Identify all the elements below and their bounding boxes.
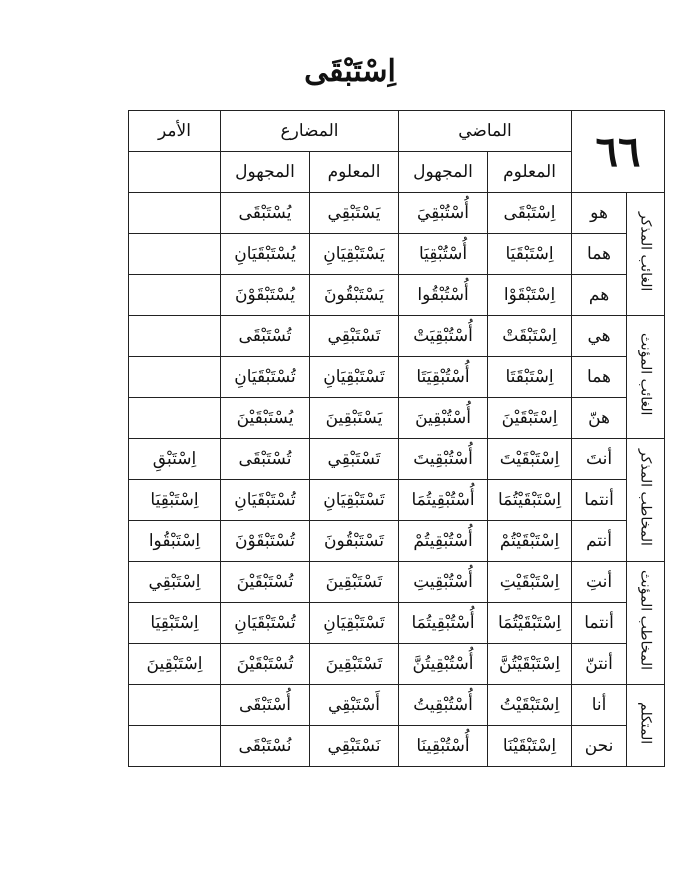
cell-amr: اِسْتَبْقِيَا	[129, 480, 221, 521]
cell-madi-majhul: أُسْتُبْقِيَتَا	[399, 357, 488, 398]
cell-pronoun: هما	[572, 357, 627, 398]
cell-mudari-majhul: تُسْتَبْقَى	[221, 316, 310, 357]
cell-madi-majhul: أُسْتُبْقُوا	[399, 275, 488, 316]
cell-mudari-majhul: تُسْتَبْقَيْنَ	[221, 644, 310, 685]
cell-amr	[129, 193, 221, 234]
table-row	[36, 398, 665, 439]
cell-mudari-malum: تَسْتَبْقِي	[310, 316, 399, 357]
cell-madi-malum: اِسْتَبْقَيْتُنَّ	[488, 644, 572, 685]
cell-madi-majhul: أُسْتُبْقِيتُمْ	[399, 521, 488, 562]
header-madi-malum: المعلوم	[488, 152, 572, 193]
cell-pronoun: أنتَ	[572, 439, 627, 480]
cell-mudari-malum: تَسْتَبْقِيَانِ	[310, 480, 399, 521]
cell-madi-majhul: أُسْتُبْقِيتِ	[399, 562, 488, 603]
cell-madi-malum: اِسْتَبْقَيْتُ	[488, 685, 572, 726]
cell-mudari-malum: تَسْتَبْقِيَانِ	[310, 357, 399, 398]
cell-pronoun: هو	[572, 193, 627, 234]
cell-madi-malum: اِسْتَبْقَيْتُمَا	[488, 603, 572, 644]
header-madi-majhul: المجهول	[399, 152, 488, 193]
page-title: اِسْتَبْقَى	[304, 54, 396, 89]
cell-pronoun: أنتما	[572, 480, 627, 521]
cell-mudari-majhul: يُسْتَبْقَيْنَ	[221, 398, 310, 439]
cell-mudari-malum: يَسْتَبْقِيَانِ	[310, 234, 399, 275]
cell-pronoun: نحن	[572, 726, 627, 767]
cell-madi-majhul: أُسْتُبْقِيتَ	[399, 439, 488, 480]
table-row	[36, 275, 665, 316]
cell-mudari-malum: تَسْتَبْقِينَ	[310, 562, 399, 603]
group-label-text: المخاطب المؤنث	[637, 570, 654, 671]
cell-mudari-malum: تَسْتَبْقِيَانِ	[310, 603, 399, 644]
cell-pronoun: أنتِ	[572, 562, 627, 603]
cell-mudari-malum: تَسْتَبْقُونَ	[310, 521, 399, 562]
cell-mudari-majhul: نُسْتَبْقَى	[221, 726, 310, 767]
header-mudari: المضارع	[221, 111, 399, 152]
cell-madi-majhul: أُسْتُبْقِينَا	[399, 726, 488, 767]
cell-amr: اِسْتَبْقُوا	[129, 521, 221, 562]
cell-madi-malum: اِسْتَبْقَيْتِ	[488, 562, 572, 603]
table-row	[36, 480, 665, 521]
group-label-text: المخاطب المذكر	[637, 449, 654, 546]
cell-madi-malum: اِسْتَبْقَيْتَ	[488, 439, 572, 480]
cell-madi-malum: اِسْتَبْقَوْا	[488, 275, 572, 316]
group-label-text: المتكلم	[637, 701, 654, 745]
cell-madi-malum: اِسْتَبْقَيْتُمْ	[488, 521, 572, 562]
cell-madi-majhul: أُسْتُبْقِيتُمَا	[399, 603, 488, 644]
cell-mudari-malum: تَسْتَبْقِي	[310, 439, 399, 480]
header-mudari-majhul: المجهول	[221, 152, 310, 193]
cell-madi-majhul: أُسْتُبْقِيتُمَا	[399, 480, 488, 521]
cell-madi-malum: اِسْتَبْقَيَا	[488, 234, 572, 275]
cell-amr	[129, 357, 221, 398]
group-label-text: الغائب المؤنث	[637, 333, 654, 416]
cell-mudari-majhul: يُسْتَبْقَى	[221, 193, 310, 234]
cell-amr	[129, 316, 221, 357]
conjugation-table	[35, 110, 665, 767]
cell-madi-majhul: أُسْتُبْقِيتُ	[399, 685, 488, 726]
cell-mudari-majhul: تُسْتَبْقَيَانِ	[221, 480, 310, 521]
cell-amr	[129, 726, 221, 767]
table-row	[36, 193, 665, 234]
table-row	[36, 439, 665, 480]
table-row	[36, 234, 665, 275]
header-amr-empty	[129, 152, 221, 193]
cell-pronoun: أنا	[572, 685, 627, 726]
cell-madi-malum: اِسْتَبْقَيْنَا	[488, 726, 572, 767]
cell-amr: اِسْتَبْقِيَا	[129, 603, 221, 644]
cell-pronoun: أنتنّ	[572, 644, 627, 685]
cell-pronoun: أنتما	[572, 603, 627, 644]
table-row	[36, 521, 665, 562]
cell-madi-majhul: أُسْتُبْقِيتُنَّ	[399, 644, 488, 685]
table-row	[36, 316, 665, 357]
table-row	[36, 685, 665, 726]
cell-mudari-majhul: تُسْتَبْقَيْنَ	[221, 562, 310, 603]
cell-mudari-malum: تَسْتَبْقِينَ	[310, 644, 399, 685]
table-row	[36, 644, 665, 685]
cell-mudari-malum: يَسْتَبْقِينَ	[310, 398, 399, 439]
cell-pronoun: هما	[572, 234, 627, 275]
cell-amr: اِسْتَبْقِينَ	[129, 644, 221, 685]
cell-mudari-majhul: تُسْتَبْقَى	[221, 439, 310, 480]
group-label	[627, 685, 665, 767]
cell-amr	[129, 275, 221, 316]
cell-madi-malum: اِسْتَبْقَيْتُمَا	[488, 480, 572, 521]
table-row	[36, 603, 665, 644]
cell-madi-majhul: أُسْتُبْقِيَ	[399, 193, 488, 234]
table-number: ٦٦	[572, 111, 665, 193]
group-label-text: الغائب المذكر	[637, 211, 654, 292]
header-madi: الماضي	[399, 111, 572, 152]
cell-mudari-majhul: تُسْتَبْقَيَانِ	[221, 603, 310, 644]
cell-mudari-majhul: يُسْتَبْقَيَانِ	[221, 234, 310, 275]
cell-pronoun: هي	[572, 316, 627, 357]
cell-mudari-malum: نَسْتَبْقِي	[310, 726, 399, 767]
cell-madi-majhul: أُسْتُبْقِينَ	[399, 398, 488, 439]
cell-pronoun: هنّ	[572, 398, 627, 439]
cell-mudari-majhul: أُسْتَبْقَى	[221, 685, 310, 726]
cell-madi-malum: اِسْتَبْقَتْ	[488, 316, 572, 357]
cell-pronoun: أنتم	[572, 521, 627, 562]
header-amr: الأمر	[129, 111, 221, 152]
cell-amr	[129, 398, 221, 439]
cell-mudari-malum: يَسْتَبْقِي	[310, 193, 399, 234]
cell-amr: اِسْتَبْقِ	[129, 439, 221, 480]
cell-mudari-majhul: تُسْتَبْقَوْنَ	[221, 521, 310, 562]
cell-madi-majhul: أُسْتُبْقِيَتْ	[399, 316, 488, 357]
cell-amr	[129, 685, 221, 726]
cell-pronoun: هم	[572, 275, 627, 316]
header-mudari-malum: المعلوم	[310, 152, 399, 193]
cell-madi-malum: اِسْتَبْقَتَا	[488, 357, 572, 398]
cell-amr	[129, 234, 221, 275]
cell-amr: اِسْتَبْقِي	[129, 562, 221, 603]
group-label	[627, 316, 665, 439]
header-row-main	[36, 111, 665, 152]
cell-mudari-malum: يَسْتَبْقُونَ	[310, 275, 399, 316]
table-row	[36, 562, 665, 603]
group-label	[627, 439, 665, 562]
cell-mudari-malum: أَسْتَبْقِي	[310, 685, 399, 726]
cell-madi-malum: اِسْتَبْقَى	[488, 193, 572, 234]
cell-madi-malum: اِسْتَبْقَيْنَ	[488, 398, 572, 439]
cell-mudari-majhul: يُسْتَبْقَوْنَ	[221, 275, 310, 316]
header-row-sub	[36, 152, 665, 193]
group-label	[627, 193, 665, 316]
cell-mudari-majhul: تُسْتَبْقَيَانِ	[221, 357, 310, 398]
cell-madi-majhul: أُسْتُبْقِيَا	[399, 234, 488, 275]
table-row	[36, 357, 665, 398]
table-row	[36, 726, 665, 767]
group-label	[627, 562, 665, 685]
